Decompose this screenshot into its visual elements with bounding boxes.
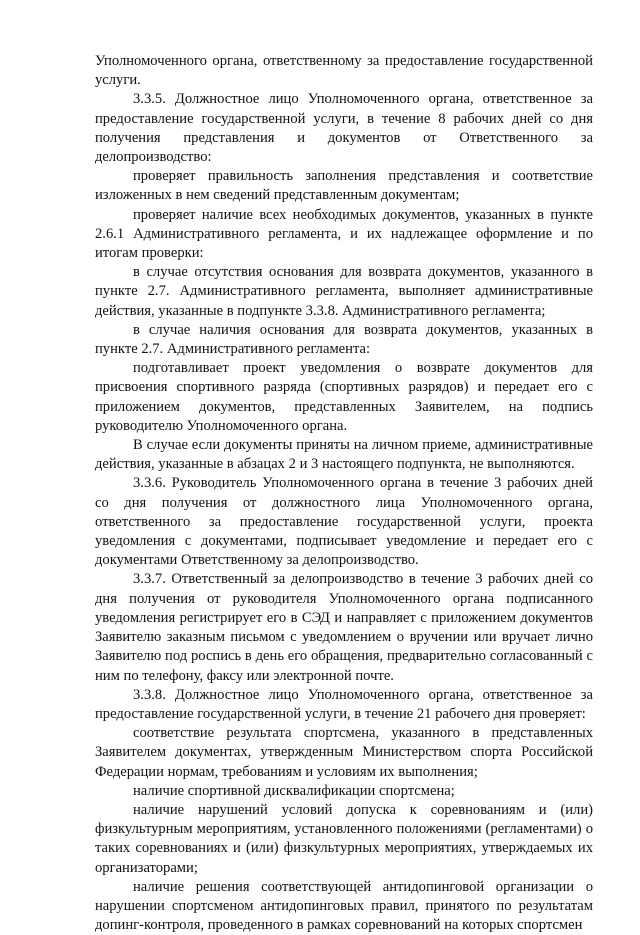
paragraph-3-3-7: 3.3.7. Ответственный за делопроизводство в течение 3 рабочих дней со дня получения от руководителя Уполномоченного органа подписанного уведомления регистрирует его в СЭД и направляет с приложением документов Заявителю заказным письмом с уведомлением о вручении или вручает лично Заявителю под роспись в день его обращения, предварительно согласованный с ним по телефону, факсу или электронной почте. <box>95 571 593 684</box>
paragraph: наличие решения соответствующей антидопинговой организации о нарушении спортсменом антидопинговых правил, принятого по результатам допинг-контроля, проведенного в рамках соревнований на которых спортсмен <box>95 878 593 934</box>
paragraph-3-3-6: 3.3.6. Руководитель Уполномоченного органа в течение 3 рабочих дней со дня получения от должностного лица Уполномоченного органа, ответственного за предоставление государственной услуги, проекта уведомления с документами, подписывает уведомление и передает его с документами Ответственному за делопроизводство. <box>95 475 593 569</box>
paragraph: наличие спортивной дисквалификации спортсмена; <box>133 782 455 799</box>
paragraph: проверяет наличие всех необходимых документов, указанных в пункте 2.6.1 Административного регламента, и их надлежащее оформление и по итогам проверки: <box>95 206 593 262</box>
paragraph: в случае отсутствия основания для возврата документов, указанного в пункте 2.7. Административного регламента, выполняет административные действия, указанные в подпункте 3.3.8. Административного регламента; <box>95 264 593 319</box>
paragraph-3-3-8: 3.3.8. Должностное лицо Уполномоченного органа, ответственное за предоставление государственной услуги, в течение 21 рабочего дня проверяет: <box>95 686 593 722</box>
paragraph: подготавливает проект уведомления о возврате документов для присвоения спортивного разряда (спортивных разрядов) и передает его с приложением документов, представленных Заявителем, на подпись руководителю Уполномоченного органа. <box>95 360 593 434</box>
paragraph: наличие нарушений условий допуска к соревнованиям и (или) физкультурным мероприятиям, установленного положениями (регламентами) о таких соревнованиях и (или) физкультурных мероприятиях, утверждаемых их организаторами; <box>95 801 593 876</box>
paragraph: В случае если документы приняты на личном приеме, административные действия, указанные в абзацах 2 и 3 настоящего подпункта, не выполняются. <box>95 437 593 473</box>
document-body <box>95 52 593 935</box>
paragraph: проверяет правильность заполнения представления и соответствие изложенных в нем сведений представленным документам; <box>95 168 593 204</box>
paragraph-continuation: Уполномоченного органа, ответственному за предоставление государственной услуги. <box>95 53 593 89</box>
paragraph: соответствие результата спортсмена, указанного в представленных Заявителем документах, утвержденным Министерством спорта Российской Федерации нормам, требованиям и условиям их выполнения; <box>95 725 593 780</box>
paragraph-3-3-5: 3.3.5. Должностное лицо Уполномоченного органа, ответственное за предоставление государственной услуги, в течение 8 рабочих дней со дня получения представления и документов от Ответственного за делопроизводство: <box>95 91 593 166</box>
paragraph: в случае наличия основания для возврата документов, указанных в пункте 2.7. Административного регламента: <box>95 321 593 358</box>
